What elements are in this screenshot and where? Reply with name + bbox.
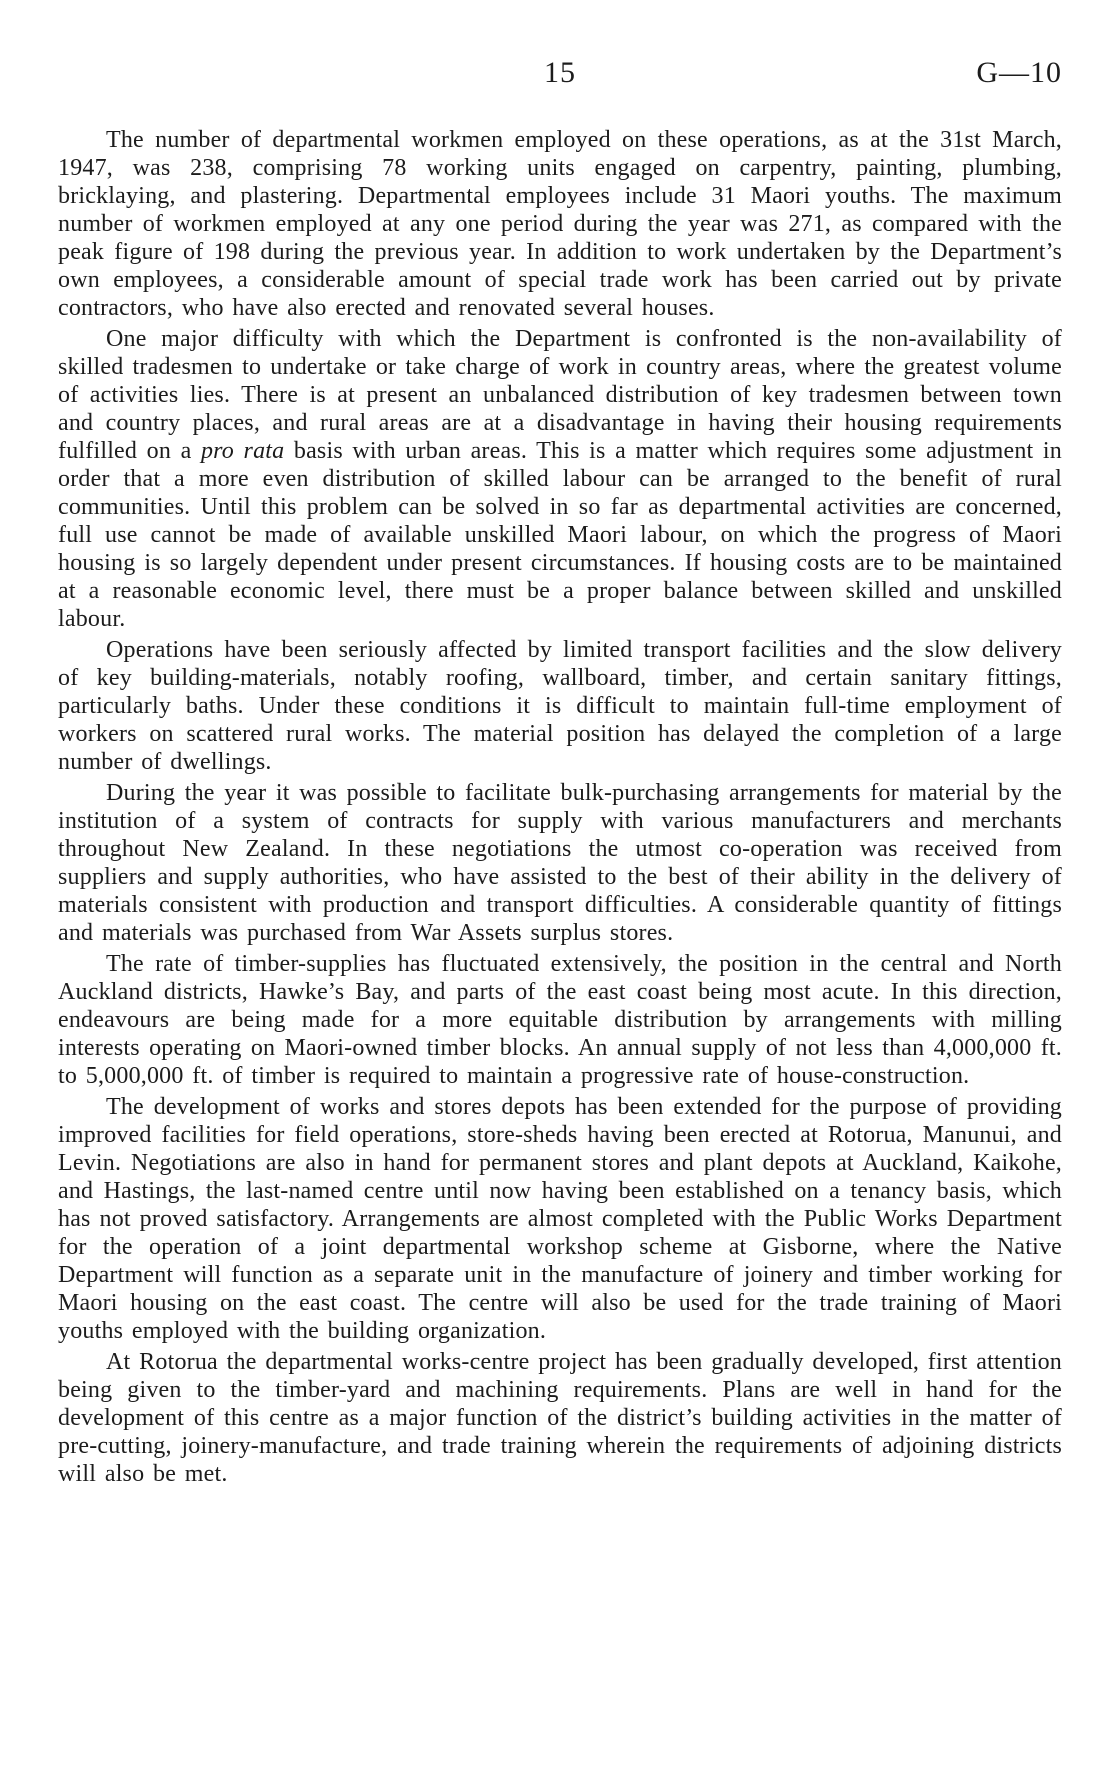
paragraph-works-stores-depots <box>58 1093 1062 1345</box>
page-number: 15 <box>544 56 576 89</box>
paragraph-text: Operations have been seriously affected by limited transport facilities and the slow delivery of key building-materials, notably roofing, wallboard, timber, and certain sanitary fittings, particularly baths. Under these conditions it is difficult to maintain full-time employment of workers on scattered rural works. The material position has delayed the completion of a large number of dwellings. <box>58 637 1062 775</box>
paragraph-workmen-numbers <box>58 126 1062 322</box>
page-body <box>58 126 1062 1491</box>
latin-phrase-pro-rata: pro rata <box>200 438 285 464</box>
paragraph-bulk-purchasing <box>58 779 1062 947</box>
paragraph-text: One major difficulty with which the Department is confronted is the non-availability of skilled tradesmen to undertake or take charge of work in country areas, where the greatest volume of activities lies. There is at present an unbalanced distribution of key tradesmen between town and country places, and rural areas are at a disadvantage in having their housing requirements fulfilled on a <box>58 326 1062 464</box>
page-header <box>58 56 1062 92</box>
paragraph-timber-supplies <box>58 950 1062 1090</box>
paragraph-text: The rate of timber-supplies has fluctuated extensively, the position in the central and North Auckland districts, Hawke’s Bay, and parts of the east coast being most acute. In this direction, endeavours are being made for a more equitable distribution by arrangements with milling interests operating on Maori-owned timber blocks. An annual supply of not less than 4,000,000 ft. to 5,000,000 ft. of timber is required to maintain a progressive rate of house-construction. <box>58 951 1062 1089</box>
paragraph-rotorua-works-centre <box>58 1348 1062 1488</box>
report-code: G—10 <box>976 56 1062 89</box>
paragraph-text: At Rotorua the departmental works-centre project has been gradually developed, first attention being given to the timber-yard and machining requirements. Plans are well in hand for the development of this centre as a major function of the district’s building activities in the matter of pre-cutting, joinery-manufacture, and trade training wherein the requirements of adjoining districts will also be met. <box>58 1349 1062 1487</box>
paragraph-skilled-tradesmen <box>58 325 1062 633</box>
paragraph-text: basis with urban areas. This is a matter which requires some adjustment in order that a more even distribution of skilled labour can be arranged to the benefit of rural communities. Until this problem can be solved in so far as departmental activities are concerned, full use cannot be made of available unskilled Maori labour, on which the progress of Maori housing is so largely dependent under present circumstances. If housing costs are to be maintained at a reasonable economic level, there must be a proper balance between skilled and unskilled labour. <box>58 438 1062 632</box>
paragraph-text: During the year it was possible to facilitate bulk-purchasing arrangements for material by the institution of a system of contracts for supply with various manufacturers and merchants throughout New Zealand. In these negotiations the utmost co-operation was received from suppliers and supply authorities, who have assisted to the best of their ability in the delivery of materials consistent with production and transport difficulties. A considerable quantity of fittings and materials was purchased from War Assets surplus stores. <box>58 780 1062 946</box>
paragraph-transport-materials <box>58 636 1062 776</box>
paragraph-text: The development of works and stores depots has been extended for the purpose of providing improved facilities for field operations, store-sheds having been erected at Rotorua, Manunui, and Levin. Negotiations are also in hand for permanent stores and plant depots at Auckland, Kaikohe, and Hastings, the last-named centre until now having been established on a tenancy basis, which has not proved satisfactory. Arrangements are almost completed with the Public Works Department for the operation of a joint departmental workshop scheme at Gisborne, where the Native Department will function as a separate unit in the manufacture of joinery and timber working for Maori housing on the east coast. The centre will also be used for the trade training of Maori youths employed with the building organization. <box>58 1094 1062 1344</box>
paragraph-text: The number of departmental workmen employed on these operations, as at the 31st March, 1947, was 238, comprising 78 working units engaged on carpentry, painting, plumbing, bricklaying, and plastering. Departmental employees include 31 Maori youths. The maximum number of workmen employed at any one period during the year was 271, as compared with the peak figure of 198 during the previous year. In addition to work undertaken by the Department’s own employees, a considerable amount of special trade work has been carried out by private contractors, who have also erected and renovated several houses. <box>58 127 1062 321</box>
